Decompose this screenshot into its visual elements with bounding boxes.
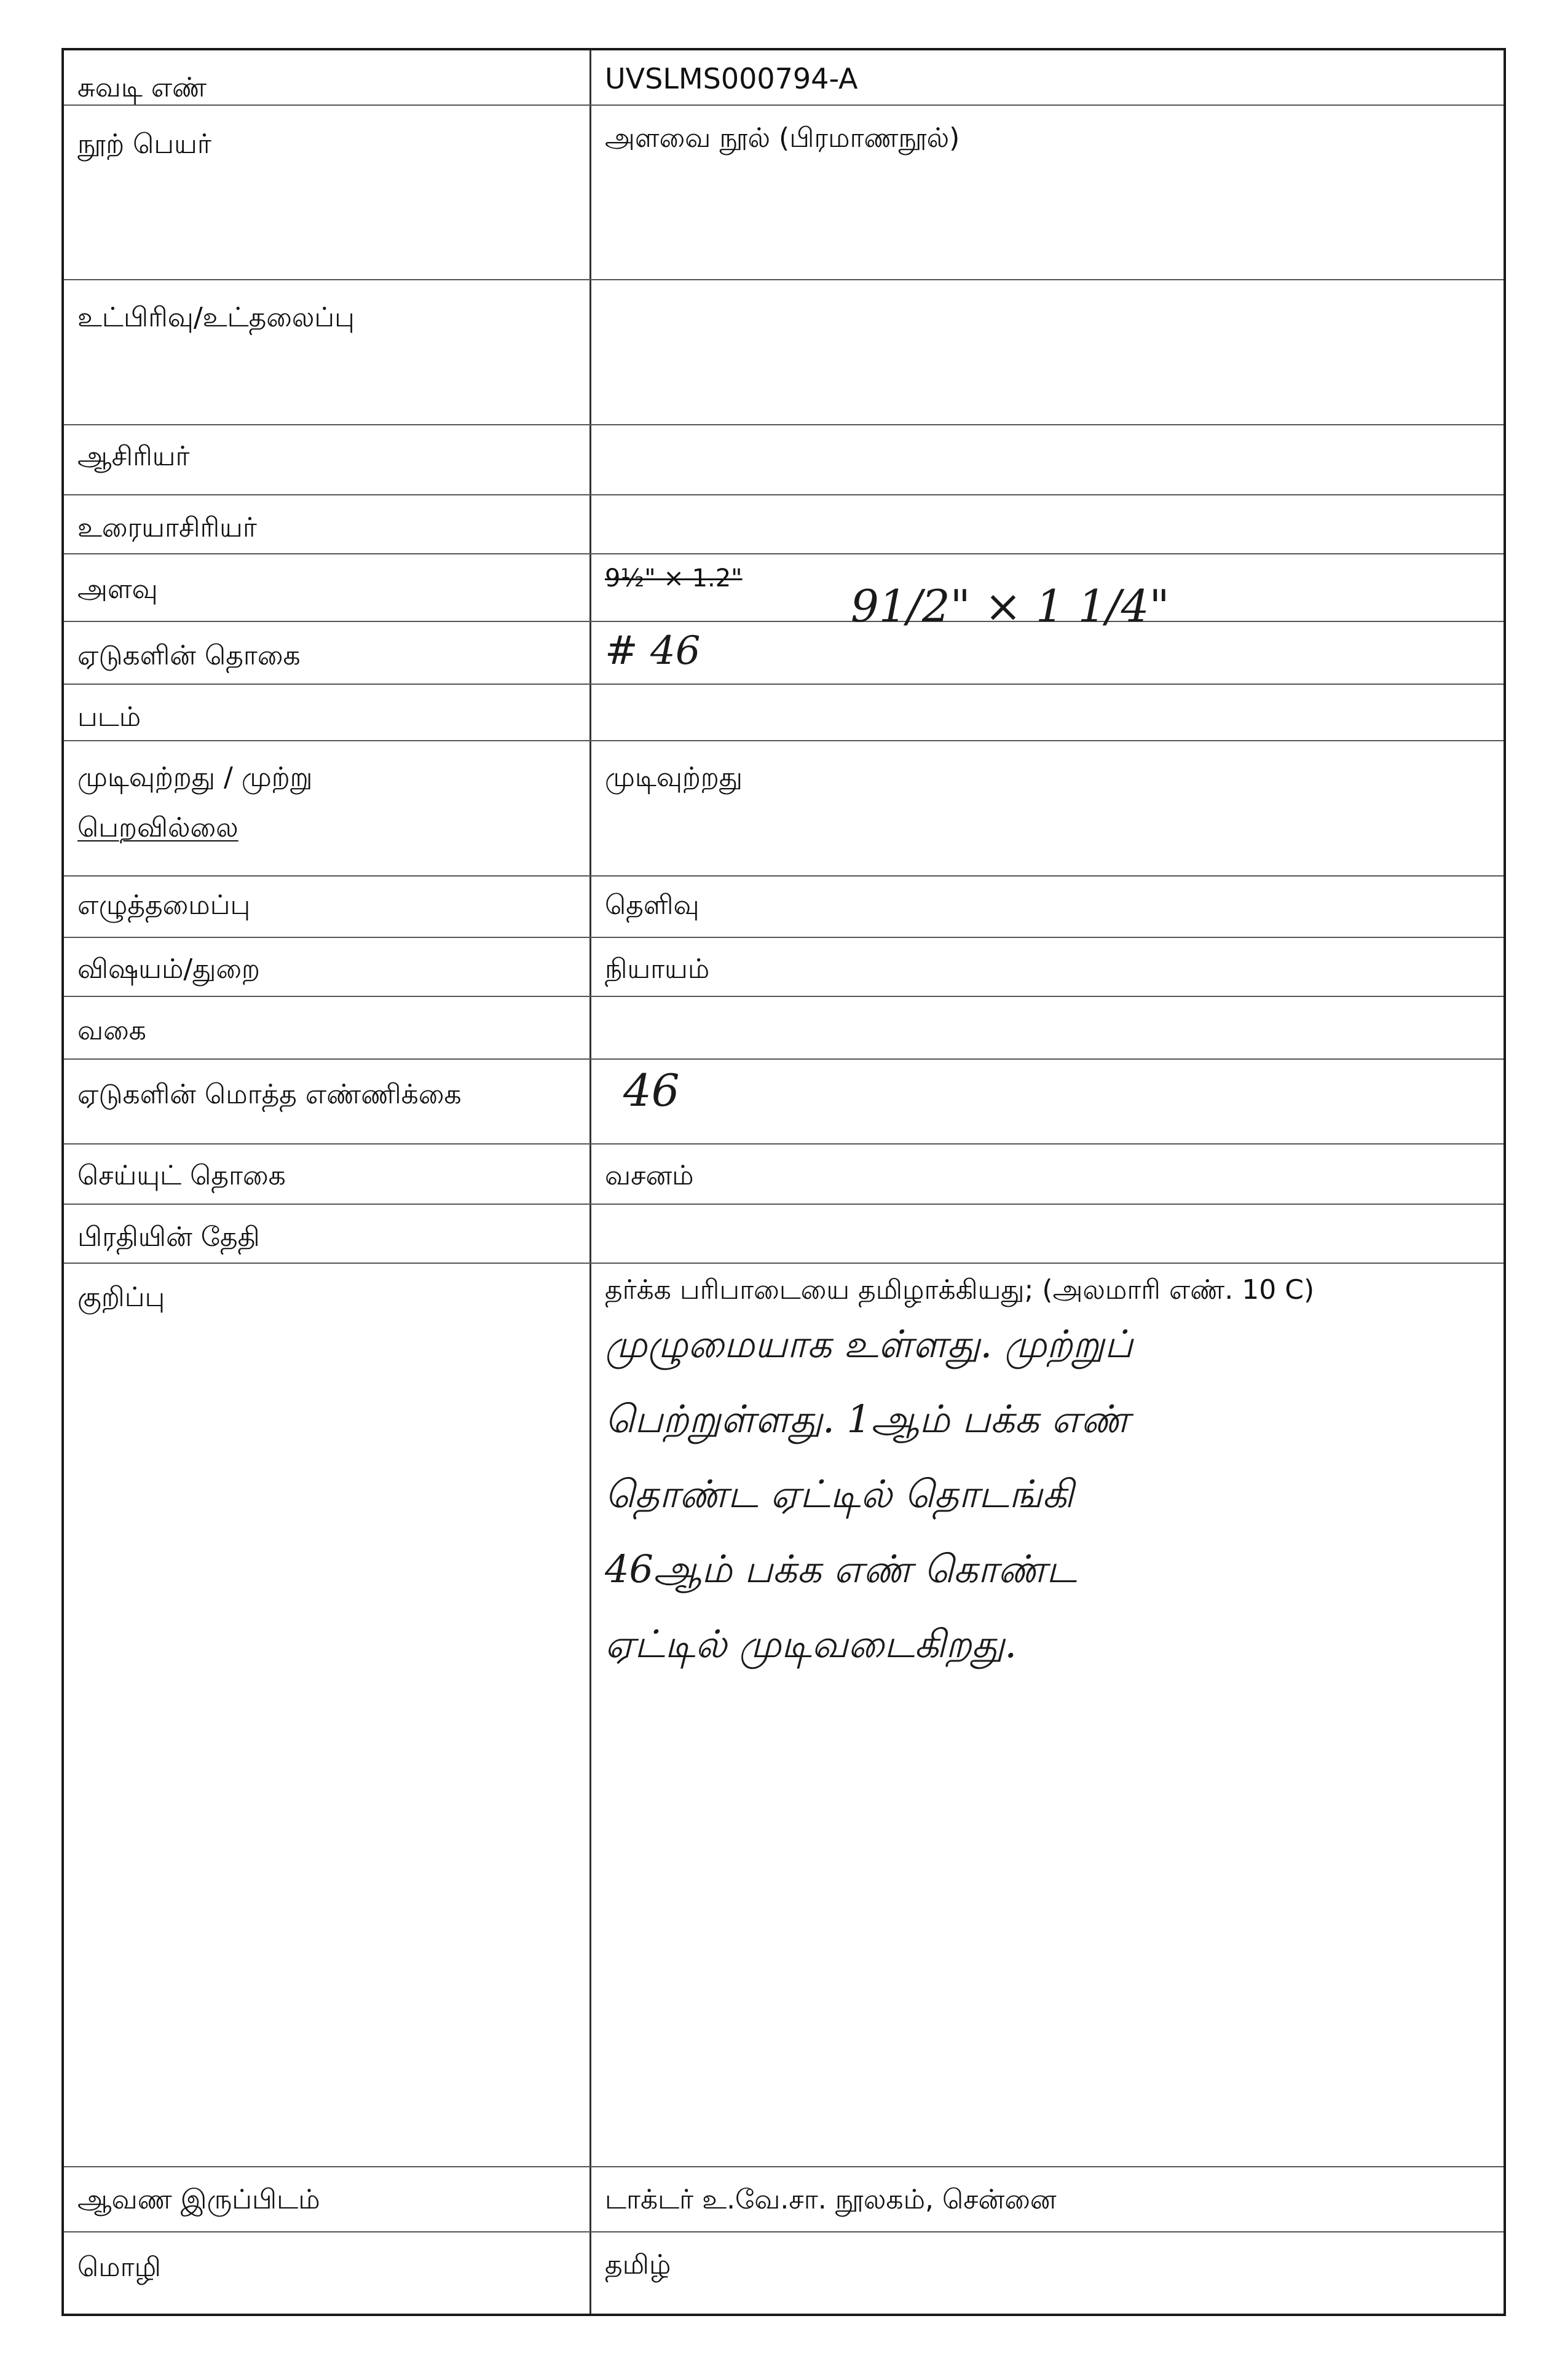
row-divider	[64, 2231, 1504, 2232]
label-completeness-line2: பெறவில்லை	[77, 812, 238, 843]
label-type: வகை	[77, 1015, 146, 1046]
label-title: நூற் பெயர்	[77, 128, 211, 160]
row-divider	[64, 875, 1504, 877]
row-divider	[64, 1058, 1504, 1060]
column-divider	[589, 50, 591, 2314]
label-completeness: முடிவுற்றது / முற்று	[77, 762, 313, 793]
row-divider	[64, 1204, 1504, 1205]
label-total-leaves: ஏடுகளின் மொத்த எண்ணிக்கை	[77, 1079, 462, 1110]
label-subject: விஷயம்/துறை	[77, 953, 260, 985]
row-divider	[64, 2166, 1504, 2167]
row-divider	[64, 684, 1504, 685]
value-language: தமிழ்	[605, 2249, 671, 2280]
row-divider	[64, 1143, 1504, 1145]
label-location: ஆவண இருப்பிடம்	[77, 2184, 320, 2215]
handwritten-total-leaves: 46	[623, 1065, 680, 1116]
value-size-typed: 9½" × 1.2"	[605, 564, 743, 593]
handwritten-note-line: ஏட்டில் முடிவடைகிறது.	[605, 1621, 1017, 1666]
label-commentator: உரையாசிரியர்	[77, 512, 257, 543]
label-illustration: படம்	[77, 701, 141, 733]
handwritten-leaf-count: # 46	[605, 628, 701, 674]
row-divider	[64, 1263, 1504, 1264]
row-divider	[64, 740, 1504, 741]
label-notes: குறிப்பு	[77, 1282, 165, 1313]
label-subtitle: உட்பிரிவு/உட்தலைப்பு	[77, 302, 355, 333]
value-verse-count: வசனம்	[605, 1160, 694, 1191]
value-completeness: முடிவுற்றது	[605, 762, 743, 793]
label-script: எழுத்தமைப்பு	[77, 889, 251, 921]
value-manuscript-number: UVSLMS000794-A	[605, 62, 858, 95]
row-divider	[64, 996, 1504, 997]
handwritten-note-line: பெற்றுள்ளது. 1ஆம் பக்க எண்	[605, 1397, 1130, 1441]
row-divider	[64, 621, 1504, 622]
row-divider	[64, 279, 1504, 280]
row-divider	[64, 104, 1504, 106]
row-divider	[64, 937, 1504, 938]
value-title: அளவை நூல் (பிரமாணநூல்)	[605, 122, 960, 154]
value-subject: நியாயம்	[605, 953, 710, 985]
label-size: அளவு	[77, 573, 158, 605]
handwritten-size: 91/2" × 1 1/4"	[851, 580, 1170, 632]
catalog-sheet	[61, 48, 1506, 2316]
handwritten-note-line: 46ஆம் பக்க எண் கொண்ட	[605, 1547, 1077, 1591]
label-manuscript-number: சுவடி எண்	[77, 72, 207, 103]
row-divider	[64, 494, 1504, 495]
label-leaf-count: ஏடுகளின் தொகை	[77, 640, 301, 671]
row-divider	[64, 553, 1504, 554]
handwritten-note-line: தொண்ட ஏட்டில் தொடங்கி	[605, 1472, 1074, 1516]
value-notes: தர்க்க பரிபாடையை தமிழாக்கியது; (அலமாரி எண். 10 C)	[605, 1274, 1315, 1306]
value-location: டாக்டர் உ.வே.சா. நூலகம், சென்னை	[605, 2184, 1057, 2215]
label-copy-date: பிரதியின் தேதி	[77, 1221, 260, 1253]
value-script: தெளிவு	[605, 889, 700, 921]
label-verse-count: செய்யுட் தொகை	[77, 1160, 286, 1191]
handwritten-note-line: முழுமையாக உள்ளது. முற்றுப்	[605, 1322, 1133, 1366]
label-author: ஆசிரியர்	[77, 441, 190, 472]
row-divider	[64, 424, 1504, 425]
label-language: மொழி	[77, 2252, 161, 2283]
